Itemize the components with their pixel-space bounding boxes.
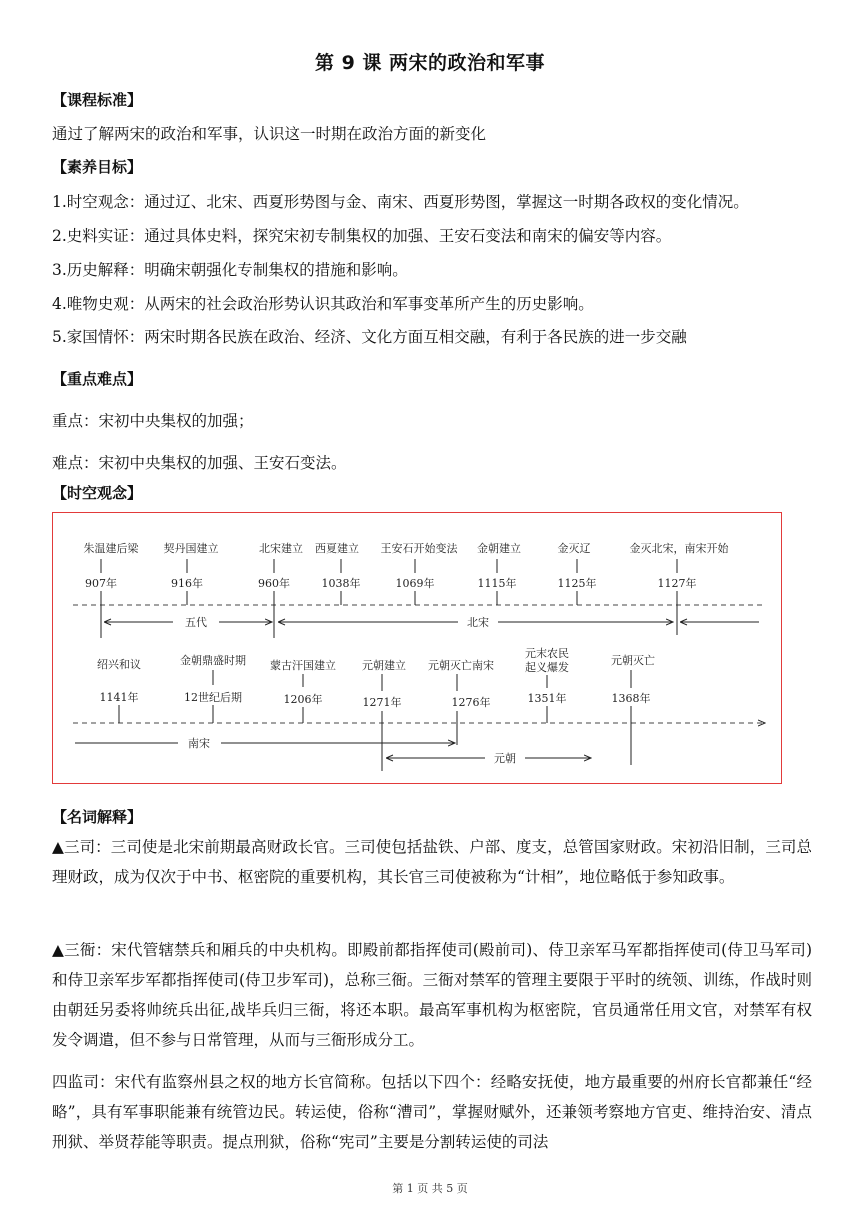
term-paragraph: 四监司：宋代有监察州县之权的地方长官简称。包括以下四个：经略安抚使，地方最重要的州府长官都兼任“经略”，具有军事职能兼有统管边民。转运使，俗称“漕司”，掌握财赋外，还兼领考察地方官吏、维持治安、清点刑狱、举贤荐能等职责。提点刑狱，俗称“宪司”主要是分割转运使的司法 <box>52 1073 812 1151</box>
row1-event <box>381 541 459 605</box>
row2-event <box>525 646 569 723</box>
period-label: 五代 <box>185 616 207 629</box>
row1-event <box>558 541 597 605</box>
term-paragraph: ▲三衙：宋代管辖禁兵和厢兵的中央机构。即殿前都指挥使司(殿前司)、侍卫亲军马军都指挥使司(侍卫马军司)和侍卫亲军步军都指挥使司(侍卫步军司)，总称三衙。三衙对禁军的管理主要限于平时的统领、训练，作战时则由朝廷另委将帅统兵出征,战毕兵归三衙，将还本职。最高军事机构为枢密院，官员通常任用文官，对禁军有权发令调遣，但不参与日常管理，从而与三衙形成分工。 <box>52 941 812 1049</box>
key-heading: 【重点难点】 <box>52 370 143 388</box>
row2-event <box>270 658 336 723</box>
key-point: 重点：宋初中央集权的加强； <box>52 412 254 430</box>
row1-event <box>164 541 219 605</box>
row1-event-label: 朱温建后梁 <box>83 542 139 555</box>
row1-event-year: 1115年 <box>477 577 517 590</box>
row1-event-label: 金朝建立 <box>477 542 521 555</box>
row2-event-label: 元末农民 <box>525 647 569 660</box>
standard-text: 通过了解两宋的政治和军事，认识这一时期在政治方面的新变化 <box>52 125 487 143</box>
row1-event-year: 1069年 <box>395 577 435 590</box>
row2-event-label: 元朝灭亡南宋 <box>428 659 494 672</box>
row2-event <box>428 658 494 745</box>
row2-event-year: 1141年 <box>99 691 139 704</box>
goal-item: 1.时空观念：通过辽、北宋、西夏形势图与金、南宋、西夏形势图，掌握这一时期各政权的变化情况。 <box>52 193 749 211</box>
row2-event <box>611 653 655 765</box>
row2-event-year: 1351年 <box>527 692 567 705</box>
row1-event-label: 金灭北宋，南宋开始 <box>629 542 729 555</box>
row2-event-label: 绍兴和议 <box>97 658 141 671</box>
goal-item: 2.史料实证：通过具体史料，探究宋初专制集权的加强、王安石变法和南宋的偏安等内容。 <box>52 227 672 245</box>
row2-event-year: 1206年 <box>283 693 323 706</box>
goal-item: 4.唯物史观：从两宋的社会政治形势认识其政治和军事变革所产生的历史影响。 <box>52 295 594 313</box>
period-label: 北宋 <box>467 616 489 629</box>
row1-event <box>258 541 303 638</box>
row2-event-year: 12世纪后期 <box>184 691 242 704</box>
row1-event-label: 金灭辽 <box>557 542 591 555</box>
row1-event-label: 契丹国建立 <box>163 542 219 555</box>
row2-event-label: 元朝灭亡 <box>611 654 655 667</box>
row1-event-label: 西夏建立 <box>315 542 359 555</box>
row1-event <box>84 541 140 638</box>
row2-event <box>180 653 246 723</box>
row2-event-label-line2: 起义爆发 <box>525 661 569 674</box>
difficult-point: 难点：宋初中央集权的加强、王安石变法。 <box>52 454 347 472</box>
period-label: 元朝 <box>494 752 516 765</box>
row1-event-year: 907年 <box>85 577 117 590</box>
terms-heading: 【名词解释】 <box>52 808 143 826</box>
row2-event-year: 1271年 <box>362 696 402 709</box>
row2-event-label: 金朝鼎盛时期 <box>180 654 246 667</box>
standard-heading: 【课程标准】 <box>52 91 143 109</box>
goal-item: 3.历史解释：明确宋朝强化专制集权的措施和影响。 <box>52 261 408 279</box>
row2-event <box>362 658 406 771</box>
row1-event-year: 1127年 <box>657 577 697 590</box>
timespace-heading: 【时空观念】 <box>52 484 143 502</box>
row2-event-year: 1368年 <box>611 692 651 705</box>
row2-event <box>97 658 141 723</box>
timeline-figure <box>52 512 782 784</box>
row2-event-label: 蒙古汗国建立 <box>270 659 336 672</box>
row1-event-year: 1125年 <box>557 577 597 590</box>
row1-event-year: 916年 <box>171 577 203 590</box>
goals-heading: 【素养目标】 <box>52 158 143 176</box>
page-title: 第 9 课 两宋的政治和军事 <box>314 52 546 74</box>
term-paragraph: ▲三司：三司使是北宋前期最高财政长官。三司使包括盐铁、户部、度支，总管国家财政。宋初沿旧制，三司总理财政，成为仅次于中书、枢密院的重要机构，其长官三司使被称为“计相”，地位略低于参知政事。 <box>52 838 812 886</box>
row1-event-year: 1038年 <box>321 577 361 590</box>
timeline-svg <box>53 513 783 785</box>
period-label: 南宋 <box>188 737 210 750</box>
row1-event <box>477 541 521 605</box>
row1-event <box>630 541 730 635</box>
row2-event-year: 1276年 <box>451 696 491 709</box>
row1-event <box>315 541 361 605</box>
row1-event-label: 北宋建立 <box>259 542 303 555</box>
goal-item: 5.家国情怀：两宋时期各民族在政治、经济、文化方面互相交融，有利于各民族的进一步交融 <box>52 328 687 346</box>
row1-event-label: 王安石开始变法 <box>380 542 458 555</box>
row1-event-year: 960年 <box>258 577 290 590</box>
row2-event-label: 元朝建立 <box>362 659 406 672</box>
page-footer: 第 1 页 共 5 页 <box>392 1182 468 1195</box>
